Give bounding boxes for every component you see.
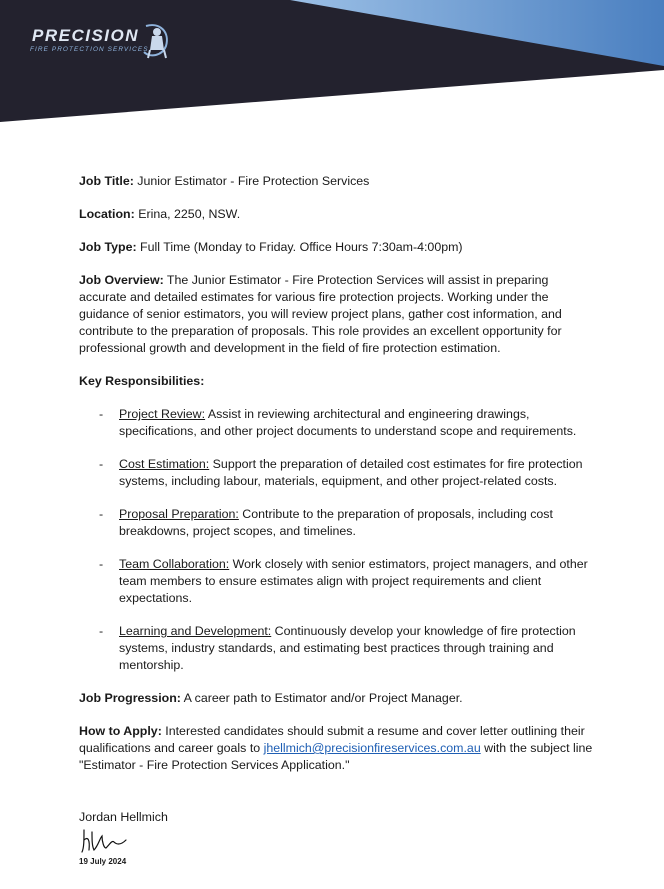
job-title-line (79, 173, 599, 190)
logo-tagline: FIRE PROTECTION SERVICES (30, 46, 149, 53)
apply-email-link[interactable]: jhellmich@precisionfireservices.com.au (263, 741, 481, 755)
job-title-value: Junior Estimator - Fire Protection Services (133, 174, 370, 188)
signatory-name: Jordan Hellmich (79, 810, 168, 824)
job-overview (79, 272, 599, 357)
job-progression (79, 690, 599, 707)
dash-bullet: - (99, 624, 104, 638)
logo-wordmark: PRECISION (32, 26, 140, 45)
responsibility-text: Support the preparation of detailed cost estimates for fire protection systems, including labour, materials, equipment, and other project-related costs. (119, 457, 583, 488)
apply-text-before: Interested candidates should submit a resume and cover letter outlining their qualifications and career goals to (79, 724, 585, 755)
job-progression-value: A career path to Estimator and/or Project Manager. (180, 691, 463, 705)
list-item (79, 556, 599, 607)
job-description (79, 173, 599, 790)
responsibility-title: Learning and Development: (119, 624, 272, 638)
responsibilities-list (79, 406, 599, 674)
dash-bullet: - (99, 457, 104, 471)
job-title-label: Job Title: (79, 174, 134, 188)
job-type-value: Full Time (Monday to Friday. Office Hours 7:30am-4:00pm) (136, 240, 463, 254)
list-item (79, 506, 599, 540)
signoff-date: 19 July 2024 (79, 857, 127, 866)
list-item (79, 623, 599, 674)
responsibility-title: Team Collaboration: (119, 557, 230, 571)
responsibility-title: Proposal Preparation: (119, 507, 239, 521)
responsibility-title: Project Review: (119, 407, 206, 421)
list-item (79, 456, 599, 490)
job-overview-label: Job Overview: (79, 273, 164, 287)
responsibilities-heading: Key Responsibilities: (79, 374, 205, 388)
job-progression-label: Job Progression: (79, 691, 181, 705)
list-item (79, 406, 599, 440)
responsibility-text: Assist in reviewing architectural and engineering drawings, specifications, and other project documents to understand scope and requirements. (119, 407, 577, 438)
job-type-label: Job Type: (79, 240, 137, 254)
responsibility-title: Cost Estimation: (119, 457, 210, 471)
location-line (79, 206, 599, 223)
how-to-apply (79, 723, 599, 774)
firefighter-emblem-icon (140, 20, 174, 60)
handwritten-signature (80, 826, 128, 856)
dash-bullet: - (99, 407, 104, 421)
job-type-line (79, 239, 599, 256)
apply-text-after: with the subject line "Estimator - Fire Protection Services Application." (79, 741, 593, 772)
dash-bullet: - (99, 557, 104, 571)
responsibility-text: Continuously develop your knowledge of fire protection systems, industry standards, and estimating best practices through training and mentorship. (119, 624, 576, 672)
job-overview-text: The Junior Estimator - Fire Protection Services will assist in preparing accurate and detailed estimates for various fire protection projects. Working under the guidance of senior estimators, you will review project plans, gather cost information, and contribute to the preparation of proposals. This role provides an excellent opportunity for professional growth and development in the field of fire protection estimation. (79, 273, 562, 355)
how-to-apply-label: How to Apply: (79, 724, 162, 738)
location-label: Location: (79, 207, 135, 221)
responsibility-text: Contribute to the preparation of proposals, including cost breakdowns, project scopes, and timelines. (119, 507, 553, 538)
company-logo (28, 22, 178, 66)
responsibility-text: Work closely with senior estimators, project managers, and other team members to ensure estimates align with project requirements and client expectations. (119, 557, 588, 605)
location-value: Erina, 2250, NSW. (134, 207, 241, 221)
dash-bullet: - (99, 507, 104, 521)
